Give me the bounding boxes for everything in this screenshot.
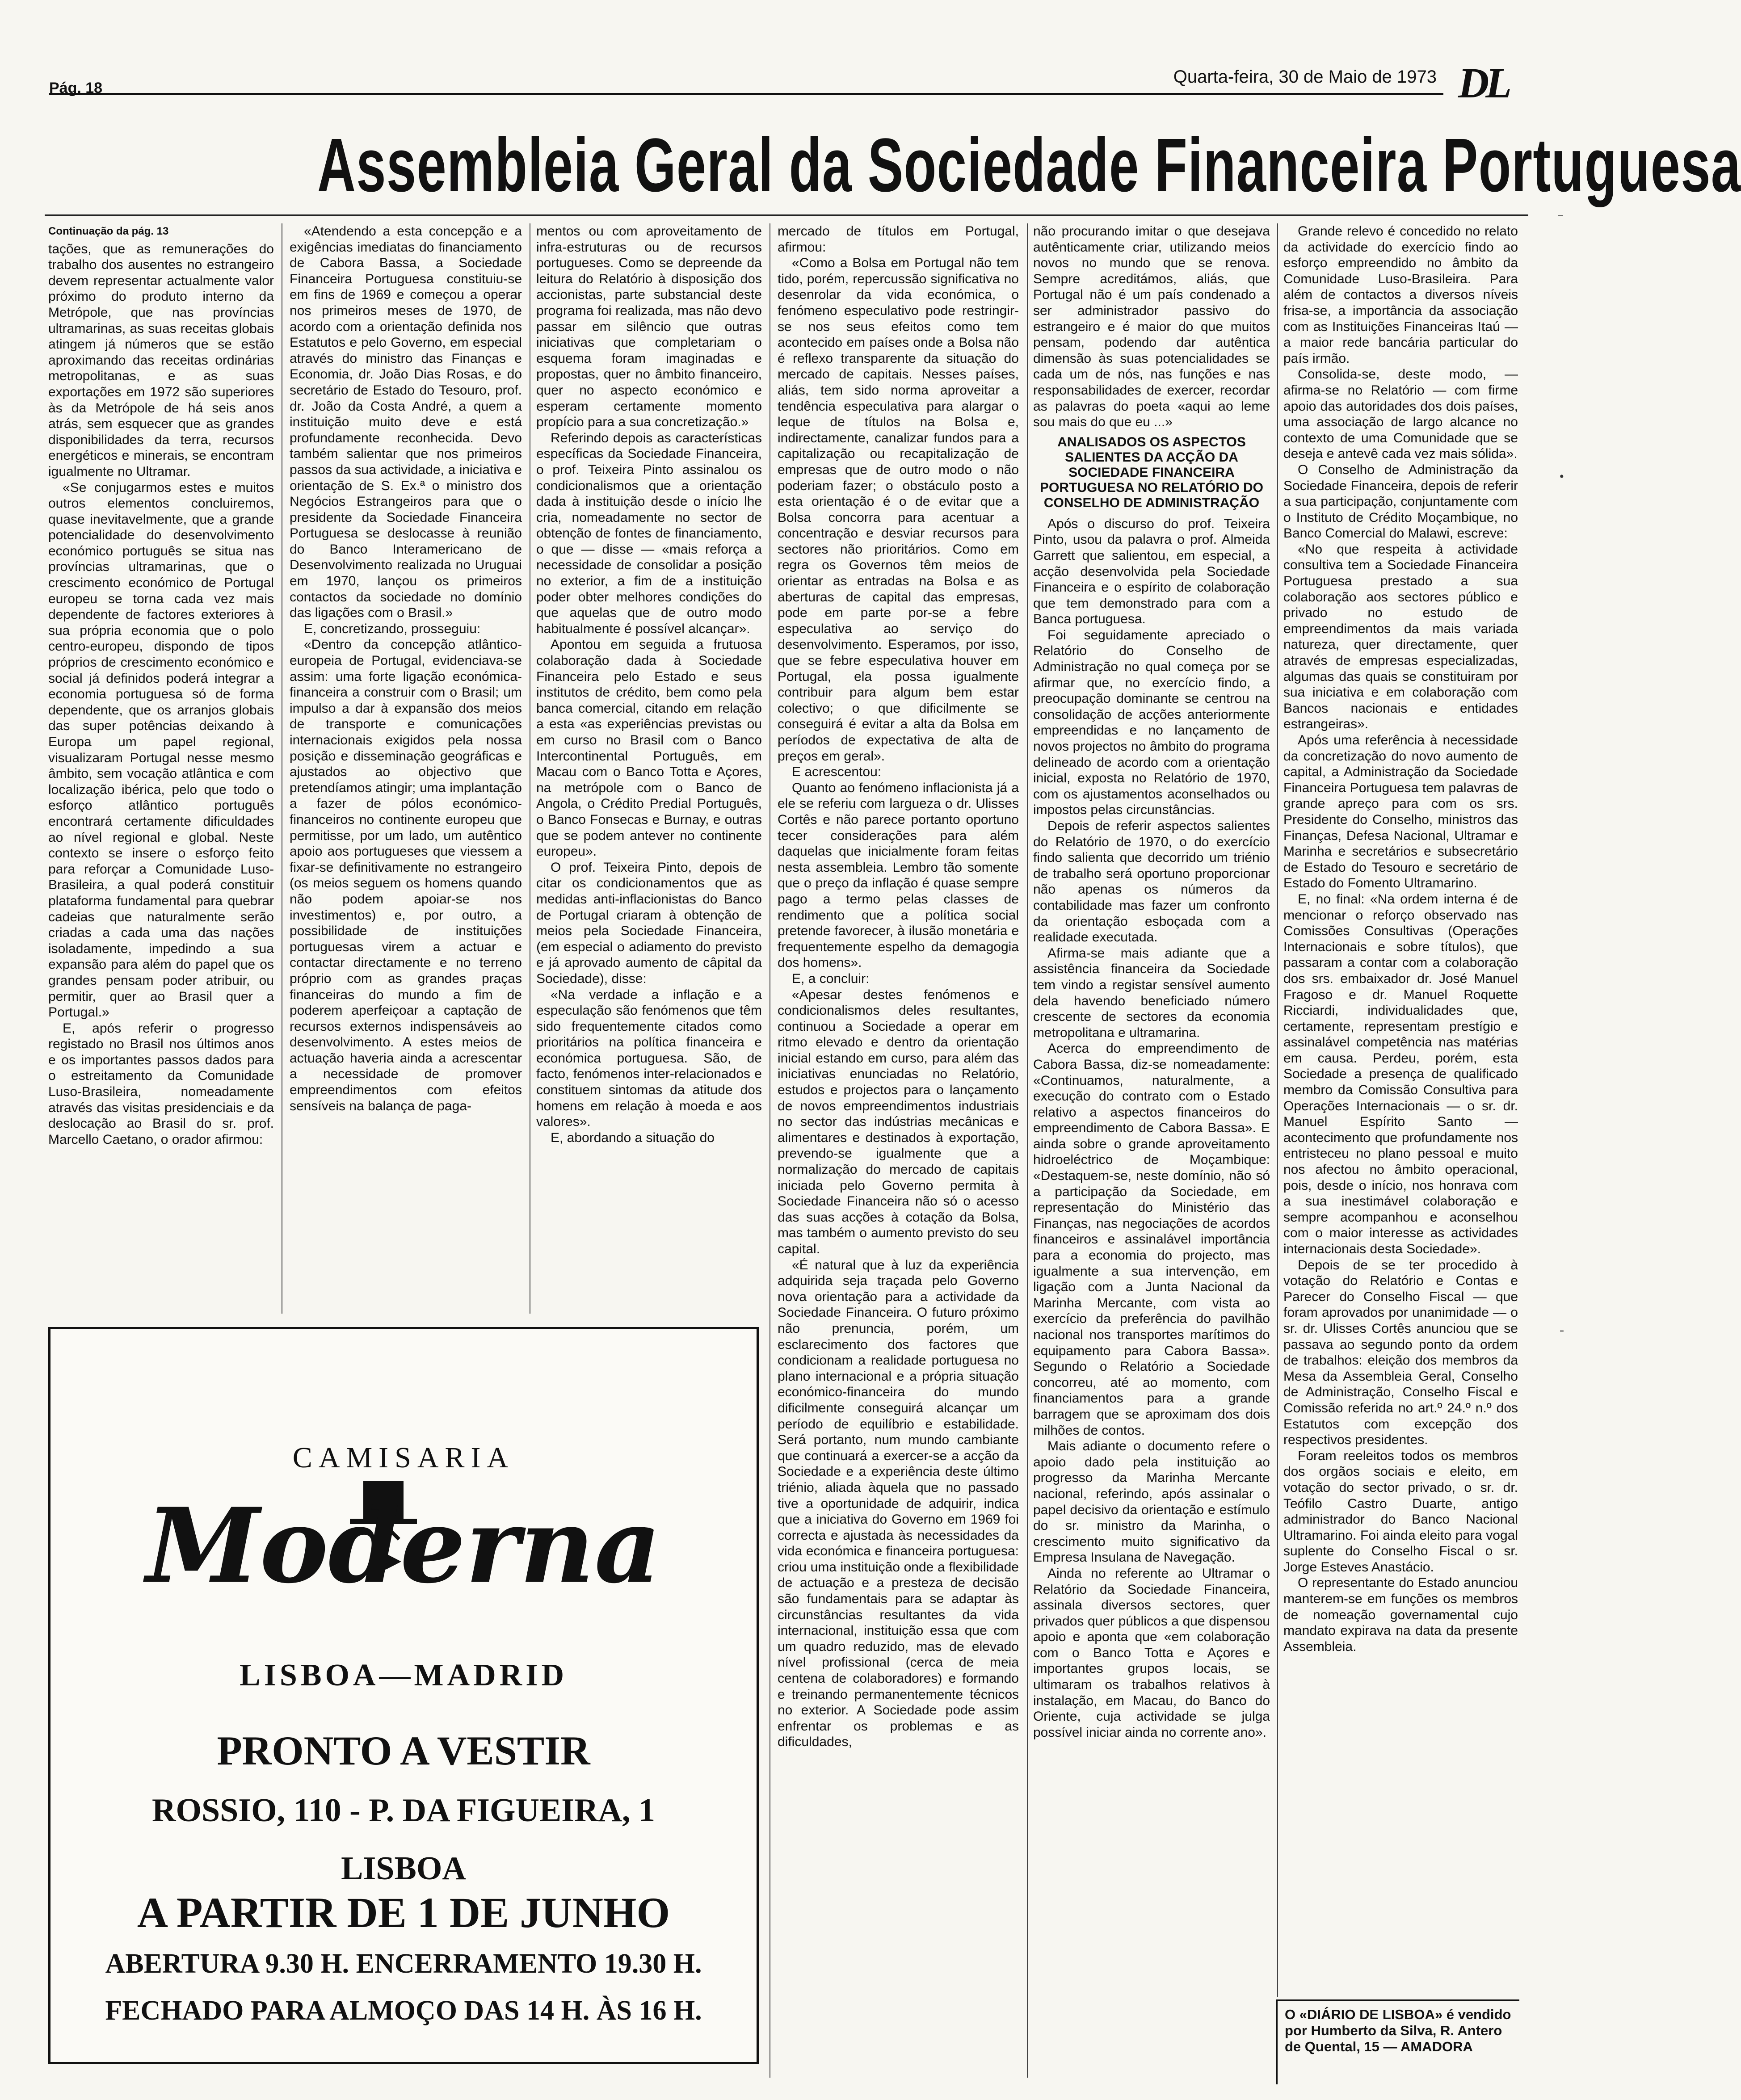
newspaper-logo: DL <box>1458 59 1508 107</box>
paragraph: E, no final: «Na ordem interna é de mencionar o reforço observado nas Comissões Consultivas (Operações Internacionais e sobre títulos), que passaram a contar com a colaboração dos srs. embaixador dr. José Manuel Fragoso e dr. Manuel Roquette Ricciardi, individualidades que, certamente, representam prestígio e assinalável competência nas matérias em causa. Perdeu, porém, esta Sociedade a presença de qualificado membro da Comissão Consultiva para Operações Internacionais — o sr. dr. Manuel Espírito Santo — acontecimento que profundamente nos entristeceu no plano pessoal e muito nos afectou no âmbito operacional, pois, desde o início, nos honrava com a sua inestimável colaboração e sempre acompanhou e aconselhou com o maior interesse as actividades internacionais desta Sociedade». <box>1283 891 1518 1256</box>
headline-rule <box>45 214 1528 216</box>
paragraph: E, concretizando, prosseguiu: <box>304 621 481 636</box>
paragraph: «Na verdade a inflação e a especulação são fenómenos que têm sido frequentemente citados como prioritários na política financeira e económica portuguesa. São, de facto, fenómenos inter-relacionados e constituem sintomas da atitude dos homens em relação à moeda e aos valores». <box>536 987 762 1130</box>
margin-mark: • <box>1559 469 1564 484</box>
article-column-2 <box>290 223 522 1305</box>
paragraph: «Atendendo a esta concepção e a exigências imediatas do financiamento de Cabora Bassa, a Sociedade Financeira Portuguesa constituiu-se em fins de 1969 e começou a operar nos primeiros meses de 1970, de acordo com a orientação definida nos Estatutos e pelo Governo, em especial através do ministro das Finanças e Economia, dr. João Dias Rosas, e do secretário de Estado do Tesouro, prof. dr. João da Costa André, a quem a instituição muito deve e está profundamente reconhecida. Devo também salientar que nos primeiros passos da sua actividade, a iniciativa e orientação de S. Ex.ª o ministro dos Negócios Estrangeiros para que o presidente da Sociedade Financeira Portuguesa se deslocasse à reunião do Banco Interamericano de Desenvolvimento realizada no Uruguai em 1970, lançou os primeiros contactos da sociedade no domínio das ligações com o Brasil.» <box>290 224 522 621</box>
paragraph: «Como a Bolsa em Portugal não tem tido, porém, repercussão significativa no desenrolar da vida económica, o fenómeno especulativo pode restringir-se nos seus efeitos como tem acontecido em países onde a Bolsa não é reflexo transparente da situação do mercado de capitais. Nesses países, aliás, tem sido norma aproveitar a tendência especulativa para alargar o leque de títulos na Bolsa e, indirectamente, canalizar fundos para a capitalização ou recapitalização de empresas que de outro modo o não poderiam fazer; o obstáculo posto a esta orientação é o de evitar que a Bolsa concorra para acentuar a concentração e desviar recursos para sectores não prioritários. Como em regra os Governos têm meios de orientar as entradas na Bolsa e as aberturas de capital das empresas, pode em parte por-se a febre especulativa ao serviço do desenvolvimento. Esperamos, por isso, que se febre especulativa houver em Portugal, ela possa igualmente contribuir para algum bem estar colectivo; o que dificilmente se conseguirá é evitar a alta da Bolsa em períodos de expectativa de alta de preços em geral». <box>778 256 1019 764</box>
paragraph: Foi seguidamente apreciado o Relatório do Conselho de Administração no qual começa por se afirmar que, no exercício findo, a preocupação dominante se centrou na consolidação de acções anteriormente empreendidas e no lançamento de novos projectos no âmbito do programa delineado de acordo com a orientação inicial, exposta no Relatório de 1970, com os ajustamentos aconselhados ou impostos pelas circunstâncias. <box>1033 627 1270 818</box>
paragraph: «Se conjugarmos estes e muitos outros elementos concluiremos, quase inevitavelmente, que a grande potencialidade do desenvolvimento económico português se situa nas províncias ultramarinas, que o crescimento económico de Portugal europeu se torna cada vez mais dependente de factores exteriores à sua própria economia que o polo centro-europeu, dispondo de tipos próprios de crescimento económico e social já definidos poderá integrar a economia portuguesa só de forma dependente, que os arranjos globais das super potências deixando à Europa um papel regional, visualizaram Portugal nesse mesmo âmbito, sem vocação atlântica e com localização ibérica, pelo que todo o esforço atlântico português encontrará certamente dificuldades ao nível regional e global. Neste contexto se insere o esforço feito para reforçar a Comunidade Luso-Brasileira, a qual poderá constituir plataforma fundamental para quebrar cadeias que naturalmente serão criadas a cada uma das nações isoladamente, impedindo a sua expansão para além do papel que os grandes pensam poder atribuir, ou permitir, quer ao Brasil quer a Portugal.» <box>48 480 274 1020</box>
camisaria-moderna-advertisement <box>48 1327 759 2064</box>
paragraph: «Dentro da concepção atlântico-europeia de Portugal, evidenciava-se assim: uma forte ligação económica-financeira a construir com o Brasil; um impulso a dar à expansão dos meios de transporte e comunicações internacionais exigidos pela nossa posição e disseminação geográficas e ajustados ao objectivo que pretendíamos atingir; uma implantação a fazer de pólos económico-financeiros no continente europeu que permitisse, por um lado, um autêntico apoio aos portugueses que viessem a fixar-se definitivamente no estrangeiro (os meios seguem os homens quando não podem apoiar-se nos investimentos) e, por outro, a possibilidade de instituições portuguesas virem a actuar e contactar directamente e no terreno próprio com as grandes praças financeiras do mundo a fim de poderem aperfeiçoar a captação de recursos externos indispensáveis ao desenvolvimento. A estes meios de actuação haveria ainda a acrescentar a necessidade de promover empreendimentos com efeitos sensíveis na balança de paga- <box>290 637 522 1113</box>
paragraph: Após o discurso do prof. Teixeira Pinto, usou da palavra o prof. Almeida Garrett que salientou, em especial, a acção desenvolvida pela Sociedade Financeira e o espírito de colaboração que tem demonstrado para com a Banca portuguesa. <box>1033 516 1270 627</box>
issue-date: Quarta-feira, 30 de Maio de 1973 <box>1173 67 1437 87</box>
paragraph: mentos ou com aproveitamento de infra-estruturas ou de recursos portugueses. Como se depreende da leitura do Relatório à disposição dos accionistas, parte substancial deste programa foi realizada, mas não devo passar em silêncio que outras iniciativas que completariam o esquema foram imaginadas e propostas, quer no âmbito financeiro, quer no aspecto económico e esperam certamente momento propício para a sua concretização.» <box>536 224 762 430</box>
paragraph: mercado de títulos em Portugal, afirmou: <box>778 224 1019 255</box>
section-heading: ANALISADOS OS ASPECTOS SALIENTES DA ACÇÃO DA SOCIEDADE FINANCEIRA PORTUGUESA NO RELATÓRIO DO CONSELHO DE ADMINISTRAÇÃO <box>1039 434 1263 510</box>
ad-lunch-closing: FECHADO PARA ALMOÇO DAS 14 H. ÀS 16 H. <box>105 1995 702 2026</box>
paragraph: «Apesar destes fenómenos e condicionalismos deles resultantes, continuou a Sociedade a operar em ritmo elevado e dentro da orientação inicial estando em curso, para além das iniciativas enunciadas no Relatório, estudos e projectos para o lançamento de novos empreendimentos industriais no sector das indústrias mecânicas e alimentares e destinados à exportação, prevendo-se igualmente que a normalização do mercado de capitais iniciada pelo Governo permita à Sociedade Financeira não só o acesso das suas acções à cotação da Bolsa, mas também o aumento previsto do seu capital. <box>778 987 1019 1256</box>
paragraph: Ainda no referente ao Ultramar o Relatório da Sociedade Financeira, assinala diversos sectores, quer privados quer públicos a que dispensou apoio e aponta que «em colaboração com o Banco Totta e Açores e importantes grupos locais, se ultimaram os trabalhos relativos à instalação, em Macau, do Banco do Oriente, cuja actividade se julga possível iniciar ainda no corrente ano». <box>1033 1566 1270 1740</box>
paragraph: Depois de se ter procedido à votação do Relatório e Contas e Parecer do Conselho Fiscal — que foram aprovados por unanimidade — o sr. dr. Ulisses Cortês anunciou que se passava ao segundo ponto da ordem de trabalhos: eleição dos membros da Mesa da Assembleia Geral, Conselho de Administração, Conselho Fiscal e Comissão referida no art.º 24.º n.º dos Estatutos com excepção dos respectivos presidentes. <box>1283 1257 1518 1448</box>
ad-pronto-a-vestir: PRONTO A VESTIR <box>217 1728 590 1773</box>
ad-shop-name: CAMISARIA <box>292 1441 515 1474</box>
paragraph: O representante do Estado anunciou manterem-se em funções os membros de nomeação governamental cujo mandato expirava na data da presente Assembleia. <box>1283 1575 1518 1654</box>
paragraph: Grande relevo é concedido no relato da actividade do exercício findo ao esforço empreendido no âmbito da Comunidade Luso-Brasileira. Para além de contactos a diversos níveis frisa-se, a importância da associação com as Instituições Financeiras Itaú — a maior rede bancária particular do país irmão. <box>1283 224 1518 366</box>
article-column-4 <box>778 223 1019 2091</box>
article-column-1 <box>48 223 274 1305</box>
paragraph: Depois de referir aspectos salientes do Relatório de 1970, o do exercício findo salienta que decorrido um triénio de trabalho será oportuno proporcionar não apenas os números da contabilidade mas fazer um confronto da orientação esboçada com a realidade executada. <box>1033 819 1270 945</box>
header-rule <box>49 93 1443 95</box>
paragraph: tações, que as remunerações do trabalho dos ausentes no estrangeiro devem representar actualmente valor próximo do produto interno da Metrópole, que nas províncias ultramarinas, as suas receitas globais atingem já números que se estão aproximando das receitas ordinárias metropolitanas, e as suas exportações em 1972 são superiores às da Metrópole de há seis anos atrás, sem esquecer que as grandes disponibilidades da terra, recursos energéticos e minerais, se encontram igualmente no Ultramar. <box>48 241 274 479</box>
column-divider <box>1277 223 1278 1997</box>
ad-opening-date: A PARTIR DE 1 DE JUNHO <box>137 1889 670 1936</box>
paragraph: Acerca do empreendimento de Cabora Bassa, diz-se nomeadamente: «Continuamos, naturalmente, a execução do contrato com o Estado relativo a aspectos financeiros do empreendimento de Cabora Bassa». E ainda sobre o grande aproveitamento hidroeléctrico de Moçambique: «Destaquem-se, neste domínio, não só a participação da Sociedade, em representação do Ministério das Finanças, nas negociações de acordos financeiros e assinalável importância para a economia do projecto, mas igualmente a sua intervenção, em ligação com a Junta Nacional da Marinha Mercante, com vista ao exercício da preferência do pavilhão nacional nos transportes marítimos do equipamento para Cabora Bassa». Segundo o Relatório a Sociedade concorreu, até ao momento, com financiamentos para a grande barragem que se aproximam dos dois milhões de contos. <box>1033 1041 1270 1438</box>
article-headline: Assembleia Geral da Sociedade Financeira Portuguesa <box>317 123 1741 208</box>
paragraph: «É natural que à luz da experiência adquirida seja traçada pelo Governo nova orientação para a actividade da Sociedade Financeira. O futuro próximo não prenuncia, porém, um esclarecimento dos factores que condicionam a realidade portuguesa no plano internacional e a própria situação económico-financeira do mundo dificilmente conseguirá alcançar um período de equilíbrio e estabilidade. Será portanto, num mundo cambiante que continuará a exercer-se a acção da Sociedade e a experiência deste último triénio, aliada àquela que no passado tive a oportunidade de adquirir, indica que a iniciativa do Governo em 1969 foi correcta e ajustada às necessidades da vida económica e financeira portuguesa: criou uma instituição onde a flexibilidade de actuação e a presteza de decisão são fundamentais para se adaptar às circunstâncias resultantes da vida internacional, instituição essa que com um quadro reduzido, mas de elevado nível profissional (cerca de meia centena de colaboradores) e formando e treinando permanentemente técnicos no exterior. A Sociedade pode assim enfrentar os problemas e as dificuldades, <box>778 1257 1019 1750</box>
page-number: Pág. 18 <box>49 80 103 97</box>
paragraph: Referindo depois as características específicas da Sociedade Financeira, o prof. Teixeira Pinto assinalou os condicionalismos que a orientação dada à instituição desde o início lhe cria, nomeadamente no sector de obtenção de fontes de financiamento, o que — disse — «mais reforça a necessidade de consolidar a posição no exterior, a fim de a instituição poder obter melhores condições do que aquelas que de outro modo habitualmente é possível alcançar». <box>536 430 762 636</box>
ad-city: LISBOA <box>341 1850 466 1887</box>
margin-mark: - <box>1560 1323 1564 1337</box>
continuation-note: Continuação da pág. 13 <box>48 225 169 237</box>
paragraph: Apontou em seguida a frutuosa colaboração dada à Sociedade Financeira pelo Estado e seus institutos de crédito, bem como pela banca comercial, citando em relação a esta «as experiências previstas ou em curso no Brasil com o Banco Intercontinental Português, em Macau com o Banco Totta e Açores, na metrópole com o Banco de Angola, o Crédito Predial Português, o Banco Fonsecas e Burnay, e outras que se podem antever no continente europeu». <box>536 637 762 859</box>
paragraph: E, após referir o progresso registado no Brasil nos últimos anos e os importantes passos dados para o estreitamento da Comunidade Luso-Brasileira, nomeadamente através das visitas presidenciais e da deslocação ao Brasil do sr. prof. Marcello Caetano, o orador afirmou: <box>48 1021 274 1147</box>
paragraph: O prof. Teixeira Pinto, depois de citar os condicionamentos que as medidas anti-inflacionistas do Banco de Portugal criaram à obtenção de meios pela Sociedade Financeira, (em especial o adiamento do previsto e já aprovado aumento de câpital da Sociedade), disse: <box>536 860 762 986</box>
ad-brand-name: Moderna <box>146 1486 661 1606</box>
ad-address: ROSSIO, 110 - P. DA FIGUEIRA, 1 <box>152 1792 655 1829</box>
column-divider <box>1027 223 1028 2078</box>
paragraph: O Conselho de Administração da Sociedade Financeira, depois de referir a sua participação, conjuntamente com o Instituto de Crédito Moçambique, no Banco Comercial do Malawi, escreve: <box>1283 462 1518 541</box>
paragraph: E, abordando a situação do <box>551 1130 715 1145</box>
article-column-3 <box>536 223 762 1305</box>
ad-cities: LISBOA—MADRID <box>239 1658 568 1693</box>
paragraph: Após uma referência à necessidade da concretização do novo aumento de capital, a Administração da Sociedade Financeira Portuguesa tem palavras de grande apreço para com os srs. Presidente do Conselho, ministros das Finanças, Defesa Nacional, Ultramar e Marinha e secretários e subsecretário de Estado do Tesouro e secretário de Estado do Fomento Ultramarino. <box>1283 733 1518 891</box>
moderna-logo <box>50 1472 757 1611</box>
distribution-notice: O «DIÁRIO DE LISBOA» é vendido por Humberto da Silva, R. Antero de Quental, 15 — AMADORA <box>1276 1999 1519 2084</box>
ad-opening-hours: ABERTURA 9.30 H. ENCERRAMENTO 19.30 H. <box>105 1949 702 1979</box>
paragraph: Mais adiante o documento refere o apoio dado pela instituição ao progresso da Marinha Mercante nacional, referindo, após assinalar o papel decisivo da orientação e estímulo do sr. ministro da Marinha, o crescimento muito significativo da Empresa Insulana de Navegação. <box>1033 1439 1270 1565</box>
article-column-5 <box>1033 223 1270 2091</box>
paragraph: Consolida-se, deste modo, — afirma-se no Relatório — com firme apoio das autoridades dos dois países, uma associação de largo alcance no contexto de uma Comunidade que se deseja e antevê cada vez mais sólida». <box>1283 367 1518 462</box>
paragraph: não procurando imitar o que desejava autênticamente criar, utilizando meios novos no mundo que se renova. Sempre acreditámos, aliás, que Portugal não é um país condenado a ser administrador passivo do estrangeiro e é maior do que muitos pensam, podendo dar autêntica dimensão às suas potencialidades se cada um de nós, nas funções e nas responsabilidades de exercer, recordar as palavras do poeta «aqui ao leme sou mais do que eu ...» <box>1033 224 1270 430</box>
margin-mark: ⁻ <box>1557 210 1564 225</box>
paragraph: E, a concluir: <box>792 971 870 986</box>
article-column-6 <box>1283 223 1518 1988</box>
paragraph: «No que respeita à actividade consultiva tem a Sociedade Financeira Portuguesa prestado a sua colaboração aos sectores público e privado no estudo de empreendimentos da mais variada natureza, quer directamente, quer através de empresas especializadas, algumas das quais se constituiram por sua iniciativa e em colaboração com Bancos nacionais e entidades estrangeiras». <box>1283 542 1518 732</box>
paragraph: Quanto ao fenómeno inflacionista já a ele se referiu com largueza o dr. Ulisses Cortês e não parece portanto oportuno tecer considerações para além daquelas que inicialmente foram feitas nesta assembleia. Lembro tão somente que o preço da inflação é quase sempre pago a termo pelas classes de rendimento que a política social pretende favorecer, à ilusão monetária e frequentemente espelho da demagogia dos homens». <box>778 780 1019 970</box>
paragraph: Foram reeleitos todos os membros dos orgãos sociais e eleito, em votação do sector privado, o sr. dr. Teófilo Castro Duarte, antigo administrador do Banco Nacional Ultramarino. Foi ainda eleito para vogal suplente do Conselho Fiscal o sr. Jorge Esteves Anastácio. <box>1283 1448 1518 1575</box>
paragraph: E acrescentou: <box>792 764 882 780</box>
paragraph: Afirma-se mais adiante que a assistência financeira da Sociedade tem vindo a registar sensível aumento dela havendo beneficiado número crescente de sectores da economia metropolitana e ultramarina. <box>1033 945 1270 1040</box>
